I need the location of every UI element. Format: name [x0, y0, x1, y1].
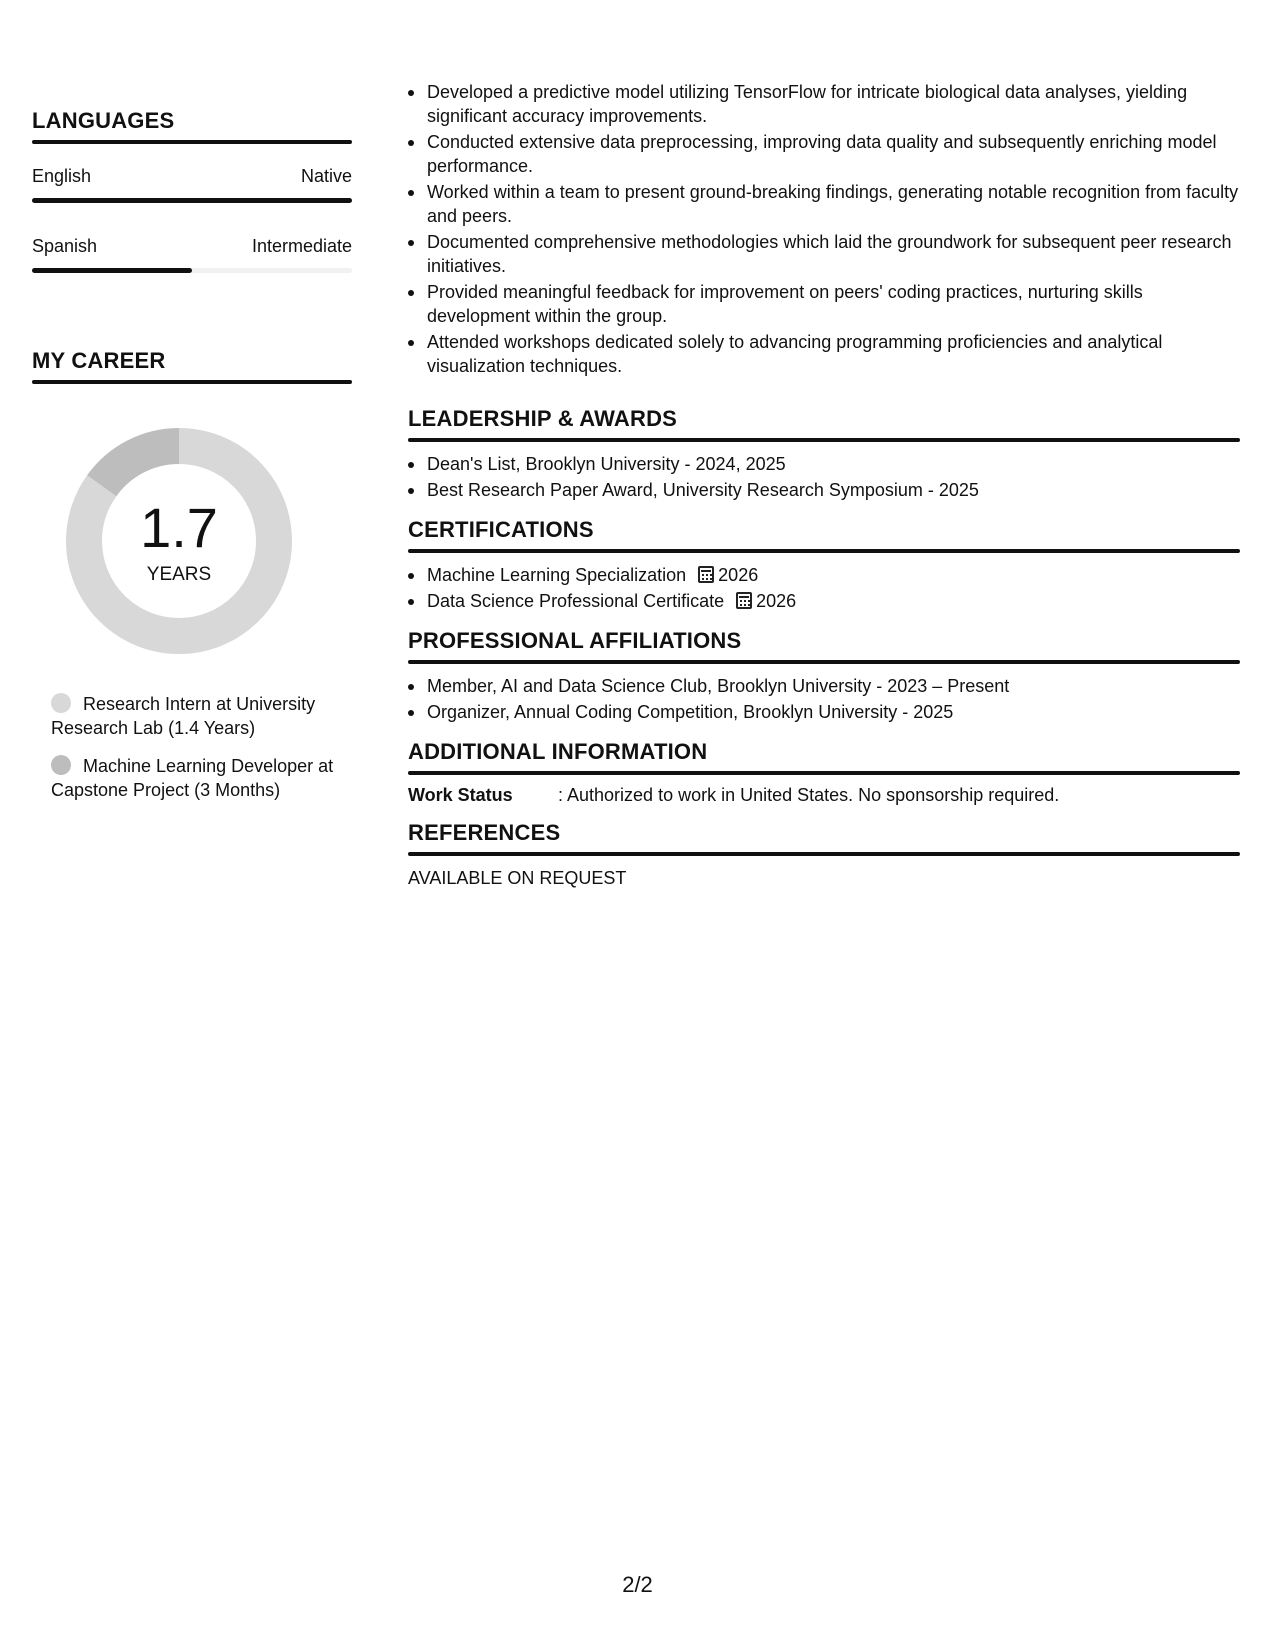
references-title: REFERENCES	[408, 820, 561, 845]
list-item: Member, AI and Data Science Club, Brooklyn University - 2023 – Present	[408, 674, 1240, 698]
leadership-list	[408, 452, 1240, 502]
language-bar-english	[32, 198, 352, 203]
experience-bullets	[408, 80, 1240, 380]
affiliations-list	[408, 674, 1240, 724]
calendar-icon	[736, 592, 752, 609]
languages-title: LANGUAGES	[32, 108, 175, 133]
leadership-rule	[408, 438, 1240, 442]
affiliations-title: PROFESSIONAL AFFILIATIONS	[408, 628, 742, 653]
certifications-list	[408, 563, 1240, 613]
affiliations-rule	[408, 660, 1240, 664]
references-rule	[408, 852, 1240, 856]
list-item: Documented comprehensive methodologies which laid the groundwork for subsequent peer research initiatives.	[408, 230, 1240, 278]
career-section	[32, 348, 352, 384]
list-item	[408, 563, 1240, 587]
list-item: Organizer, Annual Coding Competition, Brooklyn University - 2025	[408, 700, 1240, 724]
languages-rule	[32, 140, 352, 144]
legend-label: Machine Learning Developer at Capstone Project (3 Months)	[51, 756, 334, 800]
list-item: Worked within a team to present ground-breaking findings, generating notable recognition from faculty and peers.	[408, 180, 1240, 228]
affiliations-section	[408, 628, 1240, 726]
references-text: AVAILABLE ON REQUEST	[408, 868, 627, 888]
leadership-section	[408, 406, 1240, 504]
legend-dot	[51, 693, 71, 713]
additional-info-rule	[408, 771, 1240, 775]
certification-name: Data Science Professional Certificate	[427, 591, 725, 611]
list-item: Provided meaningful feedback for improvement on peers' coding practices, nurturing skills development within the group.	[408, 280, 1240, 328]
career-total-unit: YEARS	[146, 564, 212, 585]
language-bar-spanish	[32, 268, 352, 273]
list-item: Dean's List, Brooklyn University - 2024, 2025	[408, 452, 1240, 476]
list-item: Developed a predictive model utilizing TensorFlow for intricate biological data analyses, yielding significant accuracy improvements.	[408, 80, 1240, 128]
career-rule	[32, 380, 352, 384]
language-level: Native	[300, 166, 352, 186]
list-item: Best Research Paper Award, University Research Symposium - 2025	[408, 478, 1240, 502]
legend-dot	[51, 755, 71, 775]
list-item	[408, 589, 1240, 613]
experience-list	[408, 80, 1240, 378]
leadership-title: LEADERSHIP & AWARDS	[408, 406, 678, 431]
languages-section	[32, 108, 352, 144]
career-donut-chart	[66, 428, 292, 654]
language-bar-fill	[32, 268, 192, 273]
certification-year: 2026	[718, 565, 759, 585]
certifications-section	[408, 517, 1240, 615]
additional-info-section	[408, 739, 1240, 809]
career-legend-item	[51, 692, 351, 740]
calendar-icon	[698, 566, 714, 583]
career-total-value: 1.7	[140, 496, 218, 559]
certifications-title: CERTIFICATIONS	[408, 517, 594, 542]
additional-info-title: ADDITIONAL INFORMATION	[408, 739, 708, 764]
work-status-value: : Authorized to work in United States. No sponsorship required.	[558, 785, 1060, 805]
certification-year: 2026	[756, 591, 797, 611]
language-name: Spanish	[32, 236, 98, 256]
list-item: Conducted extensive data preprocessing, improving data quality and subsequently enriching model performance.	[408, 130, 1240, 178]
list-item: Attended workshops dedicated solely to advancing programming proficiencies and analytical visualization techniques.	[408, 330, 1240, 378]
certification-name: Machine Learning Specialization	[427, 565, 687, 585]
page-number: 2/2	[622, 1572, 653, 1597]
certifications-rule	[408, 549, 1240, 553]
career-title: MY CAREER	[32, 348, 166, 373]
language-name: English	[32, 166, 92, 186]
references-section	[408, 820, 1240, 889]
work-status-row	[408, 785, 1240, 809]
legend-label: Research Intern at University Research Lab (1.4 Years)	[51, 694, 316, 738]
work-status-label: Work Status	[408, 785, 513, 805]
language-level: Intermediate	[251, 236, 352, 256]
career-legend-item	[51, 754, 351, 802]
language-bar-fill	[32, 198, 352, 203]
